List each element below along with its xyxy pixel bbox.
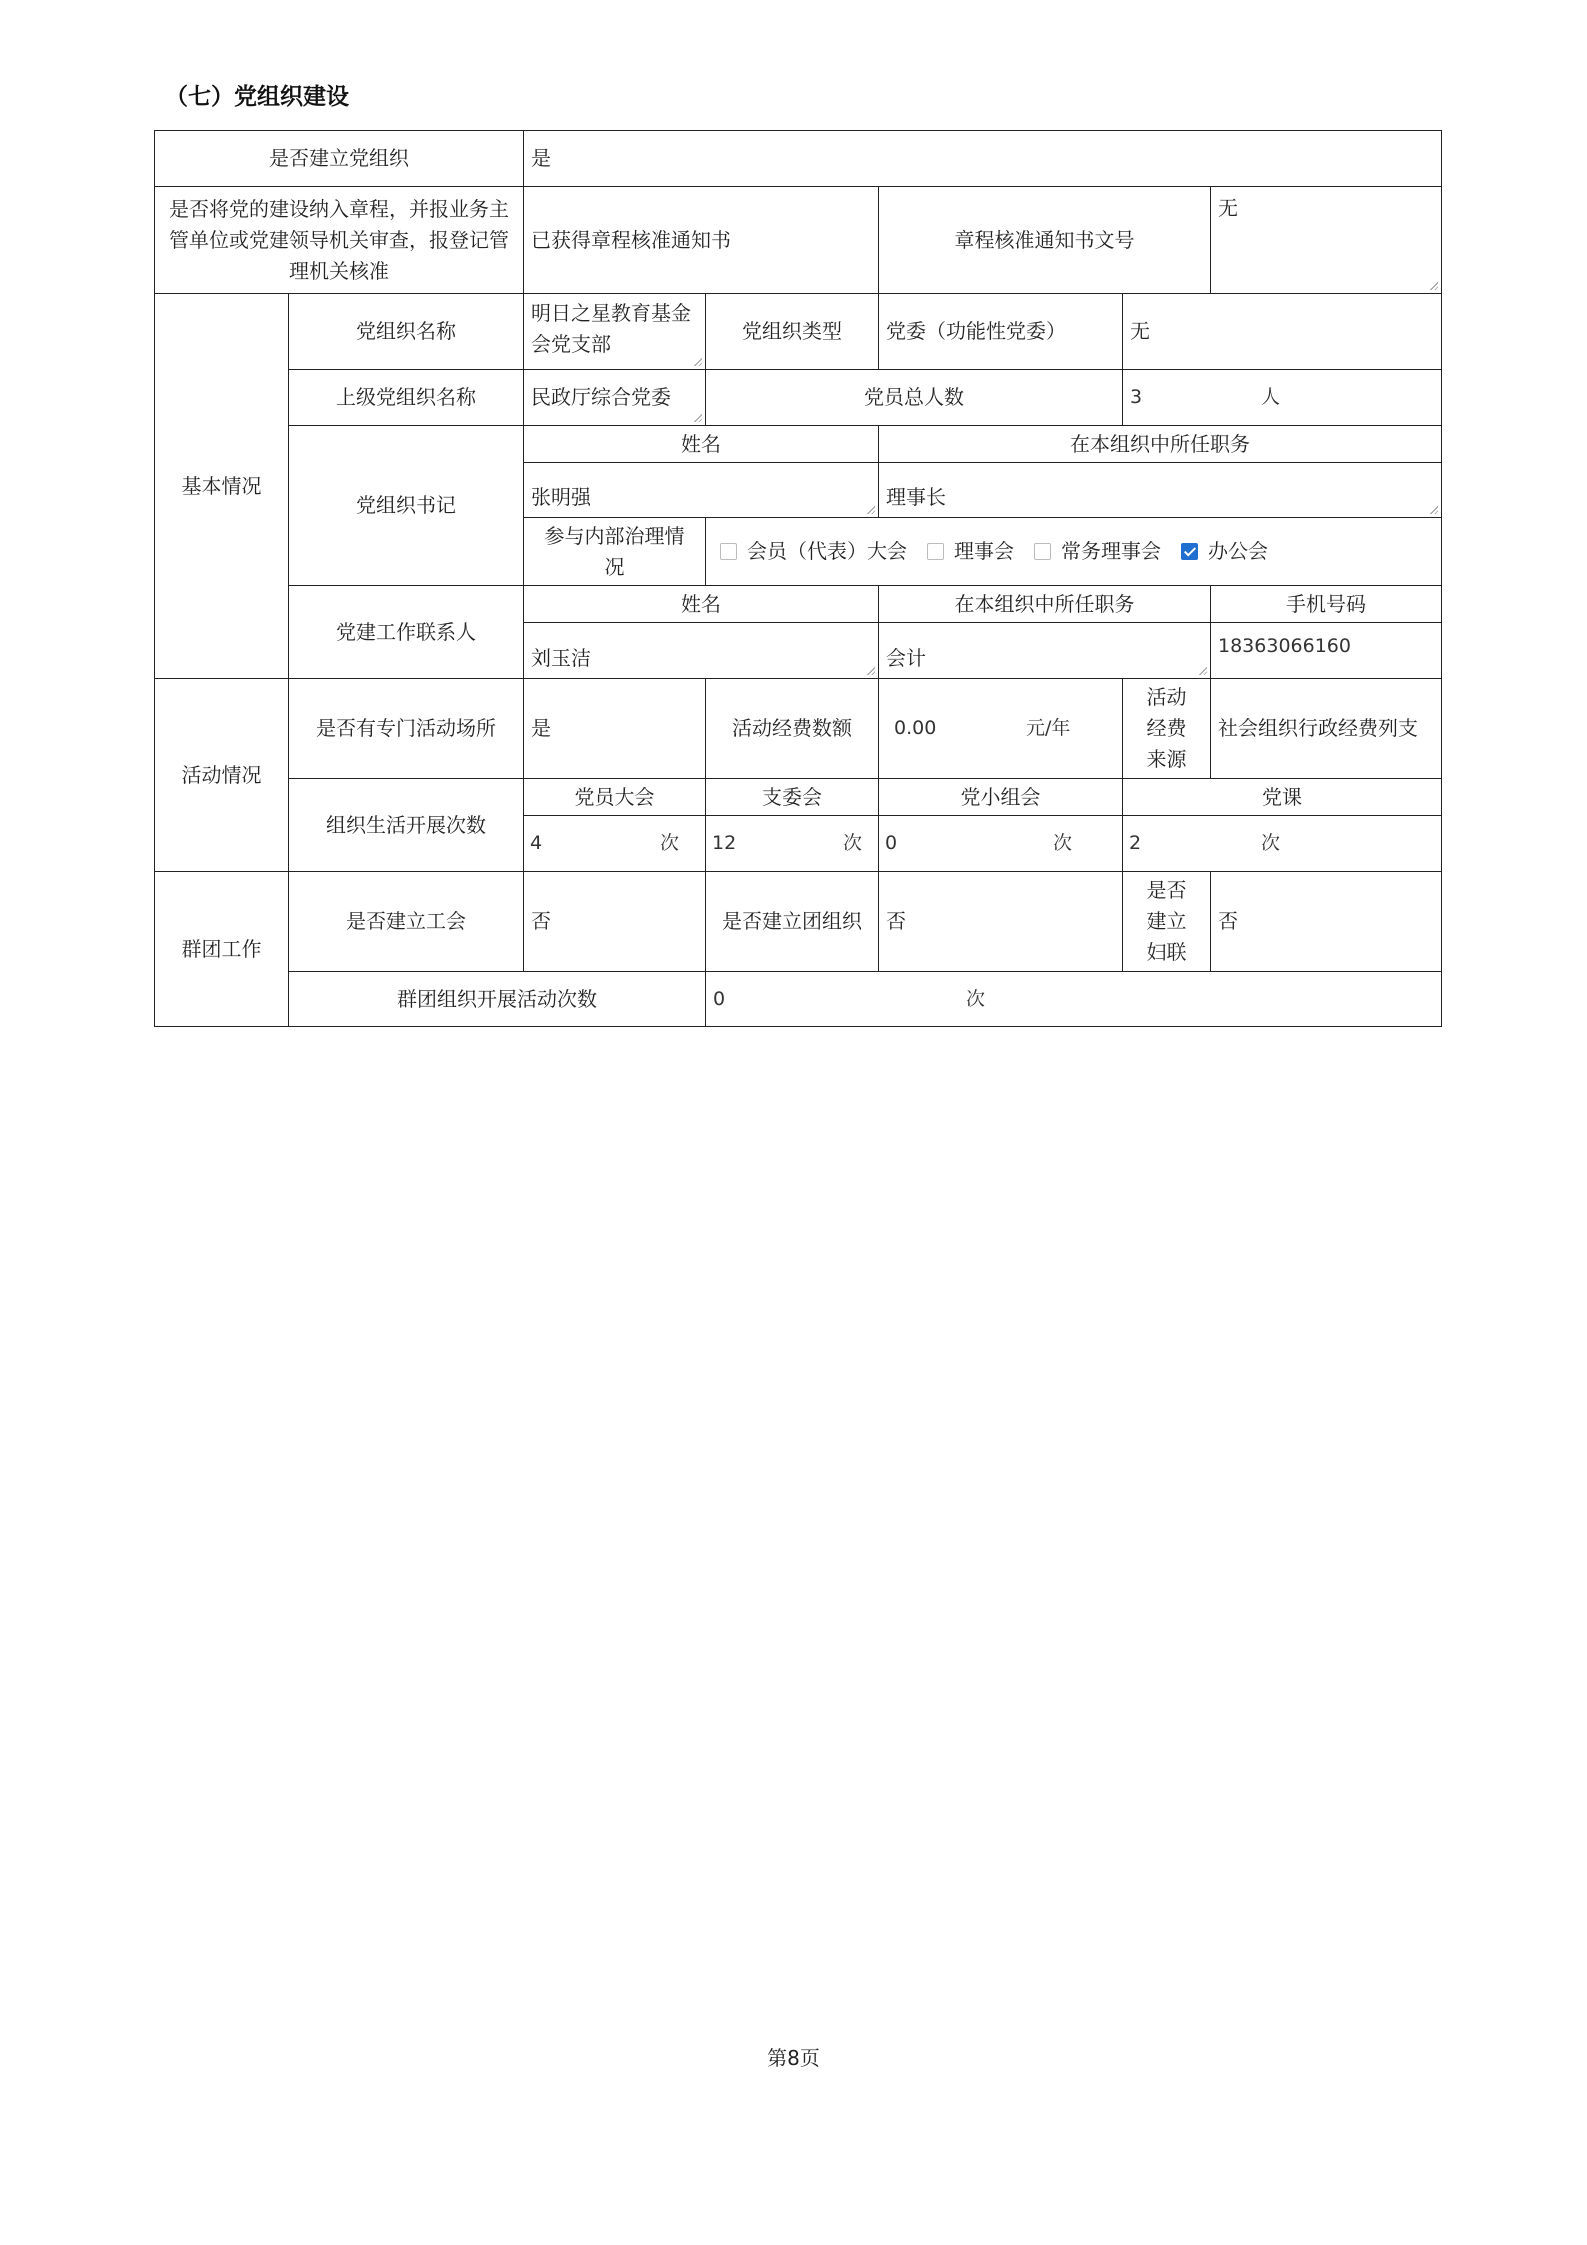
contact-col-position: 在本组织中所任职务 [879,586,1211,623]
funds-amount: 0.00 [894,717,937,739]
governance-options [706,518,1442,586]
gov-option-standing-council[interactable] [1034,536,1161,567]
members-number: 3 [1130,386,1143,408]
funds-source-value[interactable] [1211,679,1442,779]
page-number: 第8页 [767,2046,820,2070]
gov-option-label: 办公会 [1208,539,1268,563]
org-life-label: 组织生活开展次数 [289,779,524,872]
gov-option-label: 会员（代表）大会 [747,539,907,563]
has-party-org-text: 是 [531,146,551,170]
league-text: 否 [886,909,906,933]
resize-grip-icon[interactable] [866,666,875,675]
life-count-value: 0 [885,832,898,854]
secretary-position-value[interactable] [879,463,1442,518]
org-type-extra[interactable] [1123,294,1442,370]
women-text: 否 [1218,909,1238,933]
mass-activity-count-label: 群团组织开展活动次数 [289,972,706,1027]
life-count-value: 4 [530,832,543,854]
checkbox-icon[interactable] [720,543,737,560]
union-label: 是否建立工会 [289,872,524,972]
life-header-party-lecture: 党课 [1123,779,1442,816]
resize-grip-icon[interactable] [1429,505,1438,514]
women-label: 是否建立妇联 [1123,872,1211,972]
union-value[interactable] [524,872,706,972]
org-name-value[interactable] [524,294,706,370]
life-count-party-lecture[interactable] [1123,816,1442,872]
union-text: 否 [531,909,551,933]
secretary-label: 党组织书记 [289,426,524,586]
gov-option-general-assembly[interactable] [720,536,907,567]
members-unit: 人 [1261,386,1281,408]
org-type-label: 党组织类型 [706,294,879,370]
party-organization-table [0,0,1587,1040]
charter-value[interactable] [524,187,879,294]
contact-col-phone: 手机号码 [1211,586,1442,623]
contact-position-text: 会计 [886,646,926,670]
gov-option-label: 常务理事会 [1061,539,1161,563]
life-count-unit: 次 [1053,832,1073,854]
contact-name-value[interactable] [524,623,879,679]
contact-phone-value[interactable] [1211,623,1442,679]
secretary-position-text: 理事长 [886,485,946,509]
secretary-name-text: 张明强 [531,485,591,509]
basic-info-label: 基本情况 [155,294,289,679]
league-value[interactable] [879,872,1123,972]
mass-work-label: 群团工作 [155,872,289,1027]
venue-value[interactable] [524,679,706,779]
org-type-extra-text: 无 [1130,319,1150,343]
gov-option-council[interactable] [927,536,1014,567]
governance-label: 参与内部治理情况 [524,518,706,586]
section-title: （七）党组织建设 [165,84,349,110]
resize-grip-icon[interactable] [1429,281,1438,290]
life-count-unit: 次 [1261,832,1281,854]
funds-label: 活动经费数额 [706,679,879,779]
resize-grip-icon[interactable] [1198,666,1207,675]
venue-label: 是否有专门活动场所 [289,679,524,779]
life-count-value: 2 [1129,832,1142,854]
women-value[interactable] [1211,872,1442,972]
life-header-member-meeting: 党员大会 [524,779,706,816]
venue-text: 是 [531,716,551,740]
resize-grip-icon[interactable] [693,357,702,366]
has-party-org-label: 是否建立党组织 [155,131,524,187]
org-name-text: 明日之星教育基金会党支部 [531,301,691,356]
funds-value[interactable] [879,679,1123,779]
secretary-name-value[interactable] [524,463,879,518]
charter-doc-value[interactable] [1211,187,1442,294]
life-header-committee: 支委会 [706,779,879,816]
life-count-unit: 次 [660,832,680,854]
charter-label: 是否将党的建设纳入章程，并报业务主管单位或党建领导机关审查，报登记管理机关核准 [155,187,524,294]
life-count-unit: 次 [843,832,863,854]
contact-name-text: 刘玉洁 [531,646,591,670]
charter-doc-label: 章程核准通知书文号 [879,187,1211,294]
checkbox-checked-icon[interactable] [1181,543,1198,560]
parent-org-text: 民政厅综合党委 [531,385,671,409]
life-count-value: 12 [712,832,737,854]
checkbox-icon[interactable] [927,543,944,560]
parent-org-value[interactable] [524,370,706,426]
contact-label: 党建工作联系人 [289,586,524,679]
resize-grip-icon[interactable] [693,413,702,422]
mass-activity-count-value[interactable] [706,972,1442,1027]
members-value[interactable] [1123,370,1442,426]
funds-source-text: 社会组织行政经费列支 [1218,716,1418,740]
mass-count-number: 0 [713,987,726,1010]
parent-org-label: 上级党组织名称 [289,370,524,426]
life-count-group-meeting[interactable] [879,816,1123,872]
gov-option-label: 理事会 [954,539,1014,563]
members-label: 党员总人数 [706,370,1123,426]
org-name-label: 党组织名称 [289,294,524,370]
secretary-col-name: 姓名 [524,426,879,463]
gov-option-office-meeting[interactable] [1181,536,1268,567]
contact-phone-text: 18363066160 [1218,635,1351,657]
org-type-text: 党委（功能性党委） [886,319,1066,343]
resize-grip-icon[interactable] [866,505,875,514]
funds-source-label: 活动经费来源 [1123,679,1211,779]
contact-col-name: 姓名 [524,586,879,623]
contact-position-value[interactable] [879,623,1211,679]
mass-count-unit: 次 [966,987,986,1010]
life-count-member-meeting[interactable] [524,816,706,872]
charter-doc-text: 无 [1218,196,1238,220]
funds-unit: 元/年 [1026,717,1071,739]
secretary-col-position: 在本组织中所任职务 [879,426,1442,463]
checkbox-icon[interactable] [1034,543,1051,560]
league-label: 是否建立团组织 [706,872,879,972]
charter-value-text: 已获得章程核准通知书 [531,227,731,252]
has-party-org-value[interactable] [524,131,1442,187]
life-count-committee[interactable] [706,816,879,872]
org-type-value[interactable] [879,294,1123,370]
activity-label: 活动情况 [155,679,289,872]
life-header-group-meeting: 党小组会 [879,779,1123,816]
